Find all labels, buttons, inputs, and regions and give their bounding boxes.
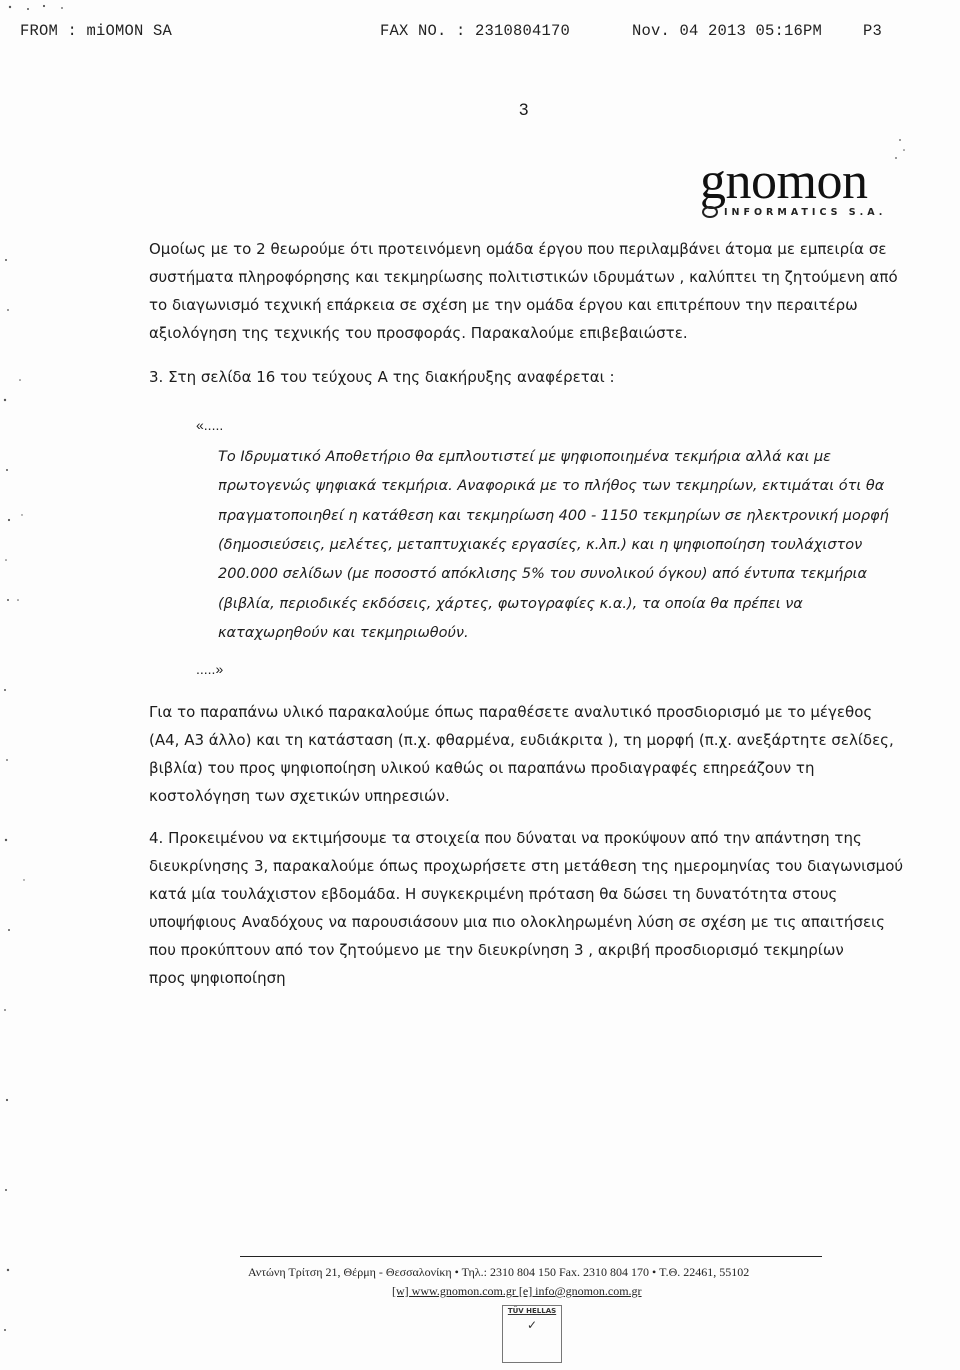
quote-line: πρωτογενώς ψηφιακά τεκμήρια. Αναφορικά με το πλήθος των τεκμηρίων, εκτιμάται ότι θα bbox=[218, 478, 885, 494]
fax-number: FAX NO. : 2310804170 bbox=[380, 22, 571, 40]
paragraph-1-line: το διαγωνισμό τεχνική επάρκεια σε σχέση με την ομάδα έργου και επιτρέπουν την περαιτέρω bbox=[149, 296, 858, 314]
logo-wordmark: gnomon bbox=[700, 153, 868, 210]
company-logo bbox=[700, 153, 887, 220]
fax-header bbox=[20, 22, 920, 112]
item-4-line: 4. Προκειμένου να εκτιμήσουμε τα στοιχεία που δύναται να προκύψουν από την απάντηση της bbox=[149, 829, 862, 847]
footer-divider bbox=[240, 1256, 822, 1257]
logo-swoosh-icon bbox=[702, 206, 718, 218]
quote-line: πραγματοποιηθεί η κατάθεση και τεκμηρίωση 400 - 1150 τεκμηρίων σε ηλεκτρονική μορφή bbox=[218, 508, 889, 524]
page-number: 3 bbox=[519, 100, 529, 119]
logo-tagline: INFORMATICS S.A. bbox=[724, 207, 887, 218]
badge-check-icon: ✓ bbox=[526, 1318, 538, 1332]
item-4-line: που προκύπτουν από τον ζητούμενο με την διευκρίνηση 3 , ακριβή προσδιορισμό τεκμηρίων bbox=[149, 941, 844, 959]
paragraph-2-line: (Α4, Α3 άλλο) και τη κατάσταση (π.χ. φθαρμένα, ευδιάκριτα ), τη μορφή (π.χ. ανεξάρτητε σελίδες, bbox=[149, 731, 894, 749]
footer-web-email: [w] www.gnomon.com.gr [e] info@gnomon.com.gr bbox=[392, 1284, 642, 1298]
item-4-line: υποψήφιους Αναδόχους να παρουσιάσουν μια πιο ολοκληρωμένη λύση σε σχέση με τις απαιτήσεις bbox=[149, 913, 885, 931]
fax-page: P3 bbox=[863, 22, 883, 40]
badge-title: TÜV HELLAS bbox=[507, 1307, 557, 1315]
item-4-line: διευκρίνησης 3, παρακαλούμε όπως προχωρήσετε στη μετάθεση της ημερομηνίας του διαγωνισμού bbox=[149, 857, 904, 875]
paragraph-1-line: Ομοίως με το 2 θεωρούμε ότι προτεινόμενη ομάδα έργου που περιλαμβάνει άτομα με εμπειρία σε bbox=[149, 240, 887, 258]
quote-line: καταχωρηθούν και τεκμηριωθούν. bbox=[218, 625, 469, 641]
quote-line: (βιβλία, περιοδικές εκδόσεις, χάρτες, φωτογραφίες κ.α.), τα οποία θα πρέπει να bbox=[218, 596, 803, 612]
footer-address: Αντώνη Τρίτση 21, Θέρμη - Θεσσαλονίκη • Τηλ.: 2310 804 150 Fax. 2310 804 170 • Τ.Θ. 22461, 55102 bbox=[248, 1265, 750, 1279]
fax-date: Nov. 04 2013 05:16PM bbox=[632, 22, 823, 40]
paragraph-1-line: αξιολόγηση της τεχνικής του προσφοράς. Παρακαλούμε επιβεβαιώστε. bbox=[149, 324, 688, 342]
paragraph-1-line: συστήματα πληροφόρησης και τεκμηρίωσης πολιτιστικών ιδρυμάτων , καλύπτει τη ζητούμενη από bbox=[149, 268, 898, 286]
paragraph-2-line: Για το παραπάνω υλικό παρακαλούμε όπως παραθέσετε αναλυτικό προσδιορισμό με το μέγεθος bbox=[149, 703, 873, 721]
item-4-line: κατά μία τουλάχιστον εβδομάδα. Η συγκεκριμένη πρόταση θα δώσει τη δυνατότητα στους bbox=[149, 885, 838, 903]
item-4-line: προς ψηφιοποίηση bbox=[149, 969, 286, 987]
quote-line: 200.000 σελίδων (με ποσοστό απόκλισης 5% του συνολικού όγκου) από έντυπα τεκμήρια bbox=[218, 566, 868, 582]
item-3-heading: 3. Στη σελίδα 16 του τεύχους Α της διακήρυξης αναφέρεται : bbox=[149, 368, 615, 386]
quote-close-marker: .....» bbox=[196, 661, 224, 677]
fax-from: FROM : miOMON SA bbox=[20, 22, 173, 40]
paragraph-2-line: κοστολόγηση των σχετικών υπηρεσιών. bbox=[149, 787, 450, 805]
quote-line: Το Ιδρυματικό Αποθετήριο θα εμπλουτιστεί με ψηφιοποιημένα τεκμήρια αλλά και με bbox=[218, 449, 832, 465]
quote-open-marker: «..... bbox=[196, 417, 224, 433]
certification-badge bbox=[502, 1305, 562, 1363]
paragraph-2-line: βιβλία) του προς ψηφιοποίηση υλικού καθώς οι παραπάνω προδιαγραφές επηρεάζουν τη bbox=[149, 759, 815, 777]
quote-line: (δημοσιεύσεις, μελέτες, μεταπτυχιακές εργασίες, κ.λπ.) και η ψηφιοποίηση τουλάχιστον bbox=[218, 537, 863, 553]
